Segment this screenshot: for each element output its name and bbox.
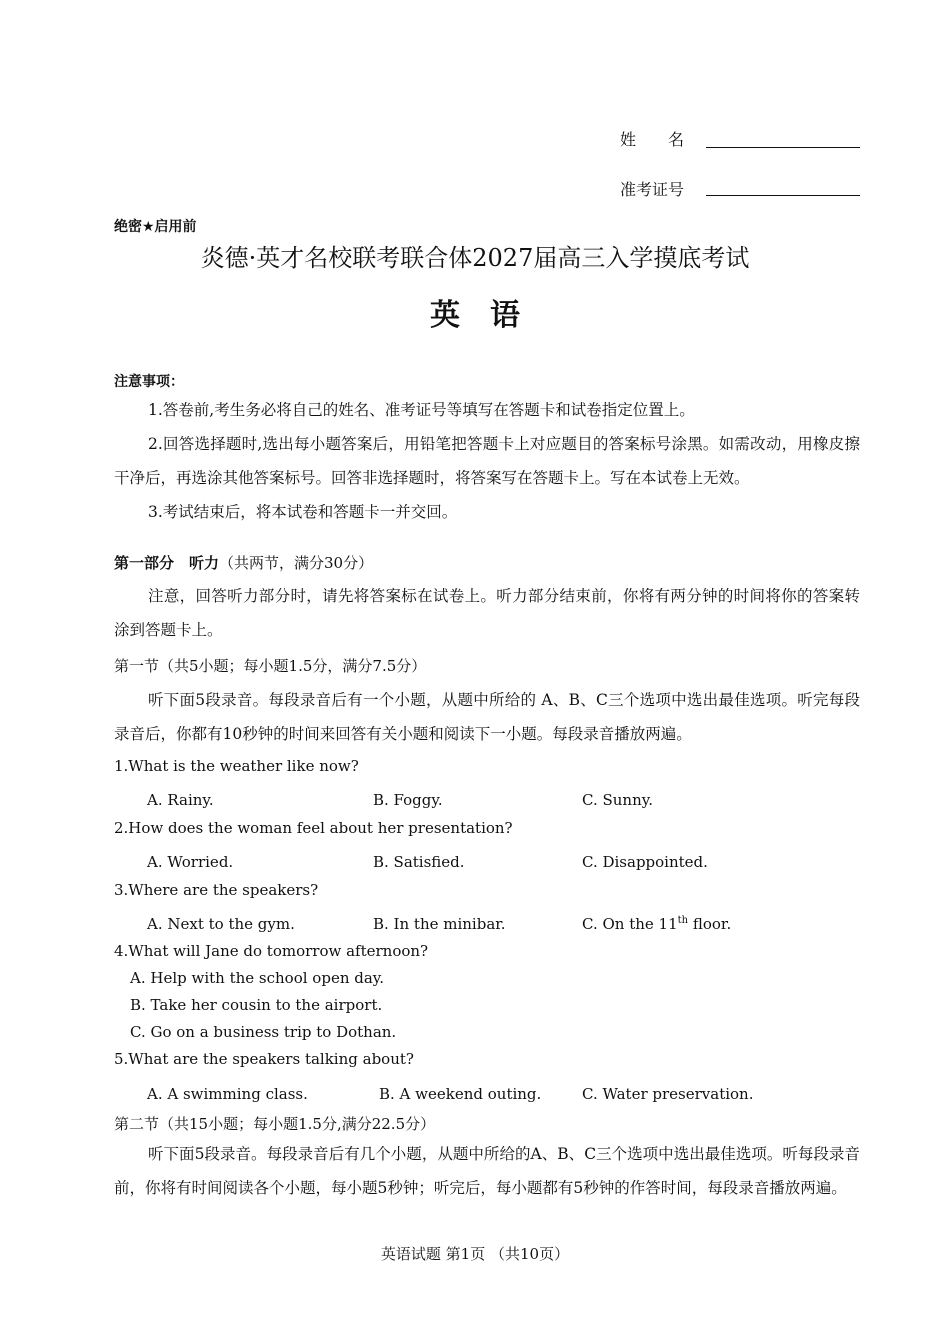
notice-block <box>114 393 860 529</box>
id-label: 准考证号 <box>620 180 685 199</box>
question-1: 1.What is the weather like now? <box>114 757 359 775</box>
q3-option-c-sup: th <box>677 915 689 926</box>
section1-instruction-block <box>114 683 860 751</box>
question-3: 3.Where are the speakers? <box>114 881 319 899</box>
q1-option-c: C. Sunny. <box>582 791 653 809</box>
q4-option-b: B. Take her cousin to the airport. <box>130 996 383 1014</box>
q3-option-c <box>582 915 731 933</box>
q2-option-b: B. Satisfied. <box>373 853 465 871</box>
q4-option-a: A. Help with the school open day. <box>130 969 385 987</box>
q3-option-c-text: C. On the 11 <box>582 915 678 933</box>
notice-item-3: 3.考试结束后，将本试卷和答题卡一并交回。 <box>148 503 458 521</box>
section2-heading: 第二节（共15小题；每小题1.5分,满分22.5分） <box>114 1115 436 1133</box>
question-2: 2.How does the woman feel about her presentation? <box>114 819 513 837</box>
section1-heading: 第一节（共5小题；每小题1.5分，满分7.5分） <box>114 657 427 675</box>
q3-option-b: B. In the minibar. <box>373 915 506 933</box>
q5-option-a: A. A swimming class. <box>147 1085 308 1103</box>
secret-mark: 绝密★启用前 <box>114 219 197 235</box>
q2-option-a: A. Worried. <box>147 853 234 871</box>
section1-instruction: 听下面5段录音。每段录音后有一个小题，从题中所给的 A、B、C三个选项中选出最佳选项。听完每段录音后，你都有10秒钟的时间来回答有关小题和阅读下一小题。每段录音播放两遍。 <box>114 691 860 743</box>
notice-heading: 注意事项： <box>114 374 184 390</box>
notice-item-2: 2.回答选择题时,选出每小题答案后，用铅笔把答题卡上对应题目的答案标号涂黑。如需改动，用橡皮擦干净后，再选涂其他答案标号。回答非选择题时，将答案写在答题卡上。写在本试卷上无效。 <box>114 435 860 487</box>
part1-heading <box>114 552 373 573</box>
part1-note-block <box>114 579 860 647</box>
subject-title: 英 语 <box>430 298 520 333</box>
part1-note: 注意，回答听力部分时，请先将答案标在试卷上。听力部分结束前，你将有两分钟的时间将你的答案转涂到答题卡上。 <box>114 587 860 639</box>
part1-heading-rest: （共两节，满分30分） <box>219 554 374 572</box>
notice-item-1: 1.答卷前,考生务必将自己的姓名、准考证号等填写在答题卡和试卷指定位置上。 <box>148 401 695 419</box>
q4-option-c: C. Go on a business trip to Dothan. <box>130 1023 397 1041</box>
q1-option-b: B. Foggy. <box>373 791 443 809</box>
q3-option-a: A. Next to the gym. <box>147 915 295 933</box>
q5-option-b: B. A weekend outing. <box>379 1085 542 1103</box>
q2-option-c: C. Disappointed. <box>582 853 708 871</box>
exam-title: 炎德·英才名校联考联合体2027届高三入学摸底考试 <box>200 244 750 272</box>
question-5: 5.What are the speakers talking about? <box>114 1050 414 1068</box>
q3-option-c-tail: floor. <box>688 915 732 933</box>
part1-heading-bold: 第一部分 听力 <box>114 554 220 572</box>
q5-option-c: C. Water preservation. <box>582 1085 754 1103</box>
q1-option-a: A. Rainy. <box>147 791 214 809</box>
name-label: 姓 名 <box>620 130 685 149</box>
name-underline <box>706 147 860 148</box>
page-footer: 英语试题 第1页 （共10页） <box>380 1245 570 1263</box>
id-underline <box>706 195 860 196</box>
question-4: 4.What will Jane do tomorrow afternoon? <box>114 942 429 960</box>
section2-instruction: 听下面5段录音。每段录音后有几个小题，从题中所给的A、B、C三个选项中选出最佳选项。听每段录音前，你将有时间阅读各个小题，每小题5秒钟；听完后，每小题都有5秒钟的作答时间，每段录音播放两遍。 <box>114 1145 860 1197</box>
section2-instruction-block <box>114 1137 860 1205</box>
